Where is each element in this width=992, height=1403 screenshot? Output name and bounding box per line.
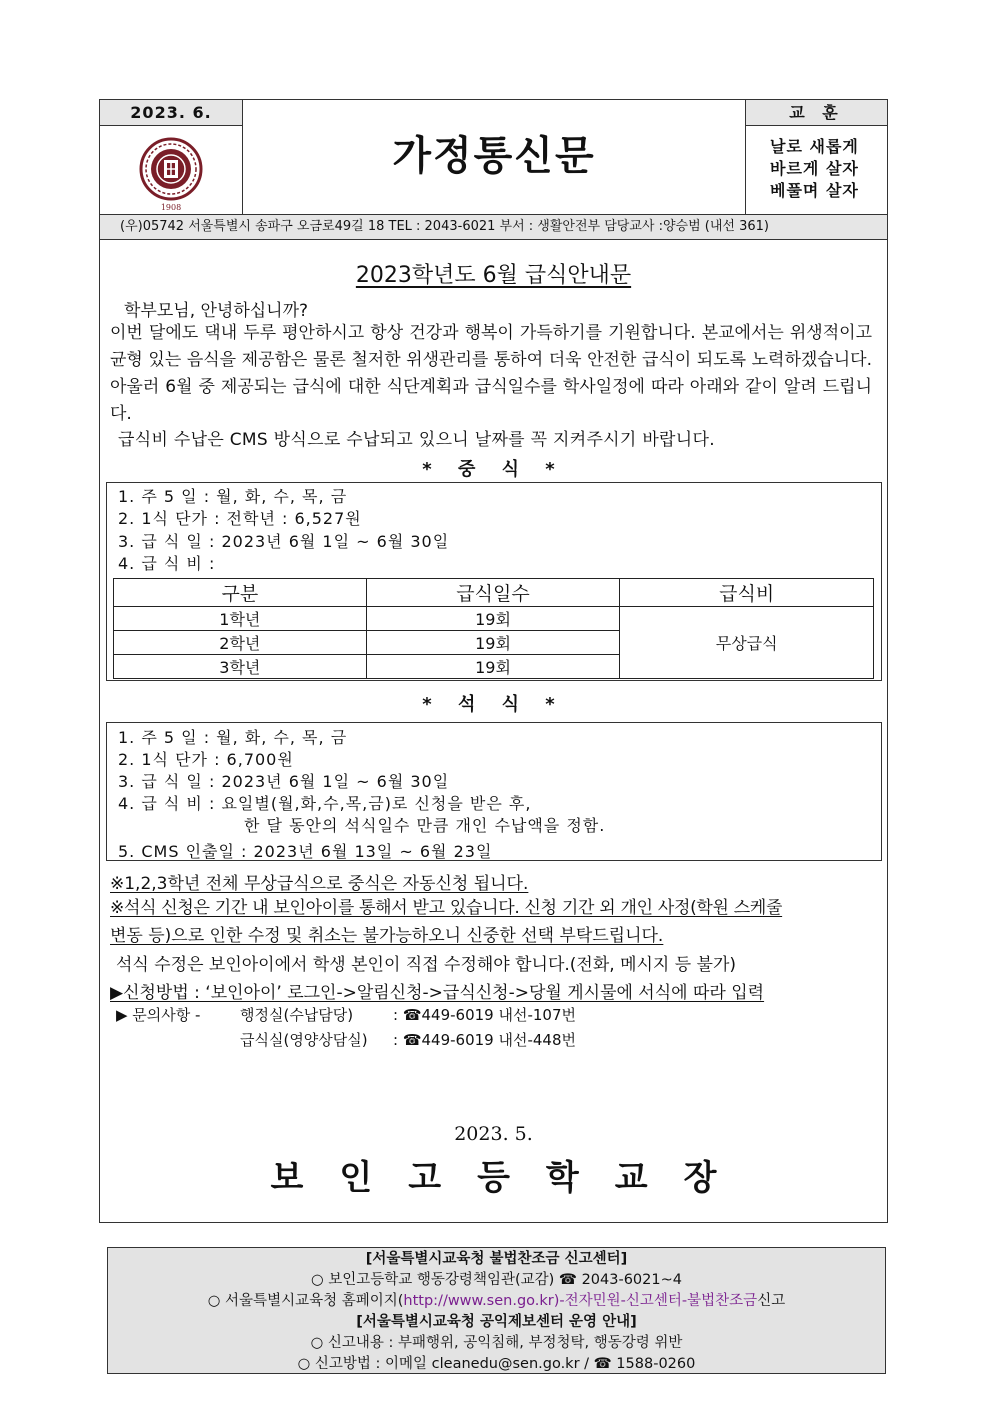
principal-signature: 보인고등학교장 — [270, 1158, 753, 1198]
dinner-line-4: 4. 급 식 비 : 요일별(월,화,수,목,금)로 신청을 받은 후, — [118, 794, 532, 813]
contact-admin-name: 행정실(수납담당) — [240, 1006, 354, 1024]
dinner-line-4-cont: 한 달 동안의 석식일수 만큼 개인 수납액을 정함. — [244, 816, 606, 835]
motto-line-2: 바르게 살자 — [770, 159, 859, 178]
footer-line-2: ○ 서울특별시교육청 홈페이지(http://www.sen.go.kr)-전자민원-신고센터-불법찬조금신고 — [207, 1293, 786, 1309]
note-dinner-apply-cont: 변동 등)으로 인한 수정 및 취소는 불가능하오니 신중한 선택 부탁드립니다. — [110, 926, 664, 946]
dinner-line-3: 3. 급 식 일 : 2023년 6월 1일 ~ 6월 30일 — [118, 772, 450, 791]
days-cell: 19회 — [366, 655, 620, 679]
days-cell: 19회 — [366, 631, 620, 655]
dinner-line-5: 5. CMS 인출일 : 2023년 6월 13일 ~ 6월 23일 — [118, 842, 493, 861]
dinner-heading: * 석 식 * — [422, 694, 565, 715]
footer-line-3: ○ 신고내용 : 부패행위, 공익침해, 부정청탁, 행동강령 위반 — [310, 1335, 683, 1351]
contact-kitchen-phone: : ☎449-6019 내선-448번 — [393, 1031, 577, 1049]
motto-line-1: 날로 새롭게 — [770, 137, 859, 156]
days-cell: 19회 — [366, 607, 620, 631]
contact-kitchen-name: 급식실(영양상담실) — [240, 1031, 368, 1049]
intro-paragraph: 이번 달에도 댁내 두루 평안하시고 항상 건강과 행복이 가득하기를 기원합니다. 본교에서는 위생적이고 균형 있는 음식을 제공함은 물론 철저한 위생관리를 통하여 더욱 안전한 급식이 되도록 노력하겠습니다. 아울러 6월 중 제공되는 급식에 대한 식단계획과 급식일수를 학사일정에 따라 아래와 같이 알려 드립니다. — [110, 323, 872, 424]
report-center-footer — [107, 1247, 886, 1374]
table-row — [114, 607, 874, 631]
page-title: 가정통신문 — [243, 99, 745, 215]
dinner-line-2: 2. 1식 단가 : 6,700원 — [118, 750, 294, 769]
motto-line-3: 베풀며 살자 — [770, 181, 859, 200]
issue-date: 2023. 6. — [99, 99, 243, 126]
school-address: (우)05742 서울특별시 송파구 오금로49길 18 TEL : 2043-6021 부서 : 생활안전부 담당교사 :양승범 (내선 361) — [99, 215, 888, 240]
footer-line-1: ○ 보인고등학교 행동강령책임관(교감) ☎ 2043-6021~4 — [311, 1272, 682, 1288]
note-auto-lunch: ※1,2,3학년 전체 무상급식으로 중식은 자동신청 됩니다. — [110, 874, 529, 894]
grade-cell: 1학년 — [114, 607, 367, 631]
document-title: 2023학년도 6월 급식안내문 — [355, 263, 632, 288]
lunch-line-3: 3. 급 식 일 : 2023년 6월 1일 ~ 6월 30일 — [118, 532, 450, 551]
motto-label: 교 훈 — [745, 99, 888, 126]
footer-link[interactable]: http://www.sen.go.kr)-전자민원-신고센터-불법찬조금 — [403, 1293, 758, 1309]
sign-date: 2023. 5. — [454, 1123, 533, 1145]
lunch-line-2: 2. 1식 단가 : 전학년 : 6,527원 — [118, 509, 362, 528]
lunch-line-4: 4. 급 식 비 : — [118, 554, 216, 573]
table-header-fee: 급식비 — [620, 579, 874, 607]
note-dinner-edit: 석식 수정은 보인아이에서 학생 본인이 직접 수정해야 합니다.(전화, 메시지 등 불가) — [116, 955, 737, 975]
note-apply-method: ▶신청방법 : ‘보인아이’ 로그인->알림신청->급식신청->당월 게시물에 서식에 따라 입력 — [110, 983, 765, 1003]
lunch-fee-table — [113, 578, 874, 679]
footer-line-4: ○ 신고방법 : 이메일 cleanedu@sen.go.kr / ☎ 1588-0260 — [297, 1356, 696, 1372]
contact-admin-phone: : ☎449-6019 내선-107번 — [393, 1006, 577, 1024]
lunch-line-1: 1. 주 5 일 : 월, 화, 수, 목, 금 — [118, 487, 348, 506]
grade-cell: 2학년 — [114, 631, 367, 655]
footer-title-1: [서울특별시교육청 불법찬조금 신고센터] — [365, 1251, 628, 1267]
school-emblem-icon — [100, 126, 242, 213]
lunch-heading: * 중 식 * — [422, 459, 565, 480]
fee-cell: 무상급식 — [620, 607, 874, 679]
contact-label: ▶ 문의사항 - — [116, 1006, 201, 1024]
grade-cell: 3학년 — [114, 655, 367, 679]
table-header-days: 급식일수 — [366, 579, 620, 607]
motto-box — [745, 126, 888, 215]
greeting: 학부모님, 안녕하십니까? — [124, 301, 309, 321]
dinner-line-1: 1. 주 5 일 : 월, 화, 수, 목, 금 — [118, 728, 348, 747]
footer-title-2: [서울특별시교육청 공익제보센터 운영 안내] — [356, 1314, 637, 1330]
note-dinner-apply: ※석식 신청은 기간 내 보인아이를 통해서 받고 있습니다. 신청 기간 외 개인 사정(학원 스케줄 — [110, 898, 783, 918]
svg-text:1908: 1908 — [160, 203, 182, 212]
school-logo-cell — [99, 126, 243, 215]
payment-note: 급식비 수납은 CMS 방식으로 수납되고 있으니 날짜를 꼭 지켜주시기 바랍니다. — [118, 430, 715, 450]
table-header-grade: 구분 — [114, 579, 367, 607]
